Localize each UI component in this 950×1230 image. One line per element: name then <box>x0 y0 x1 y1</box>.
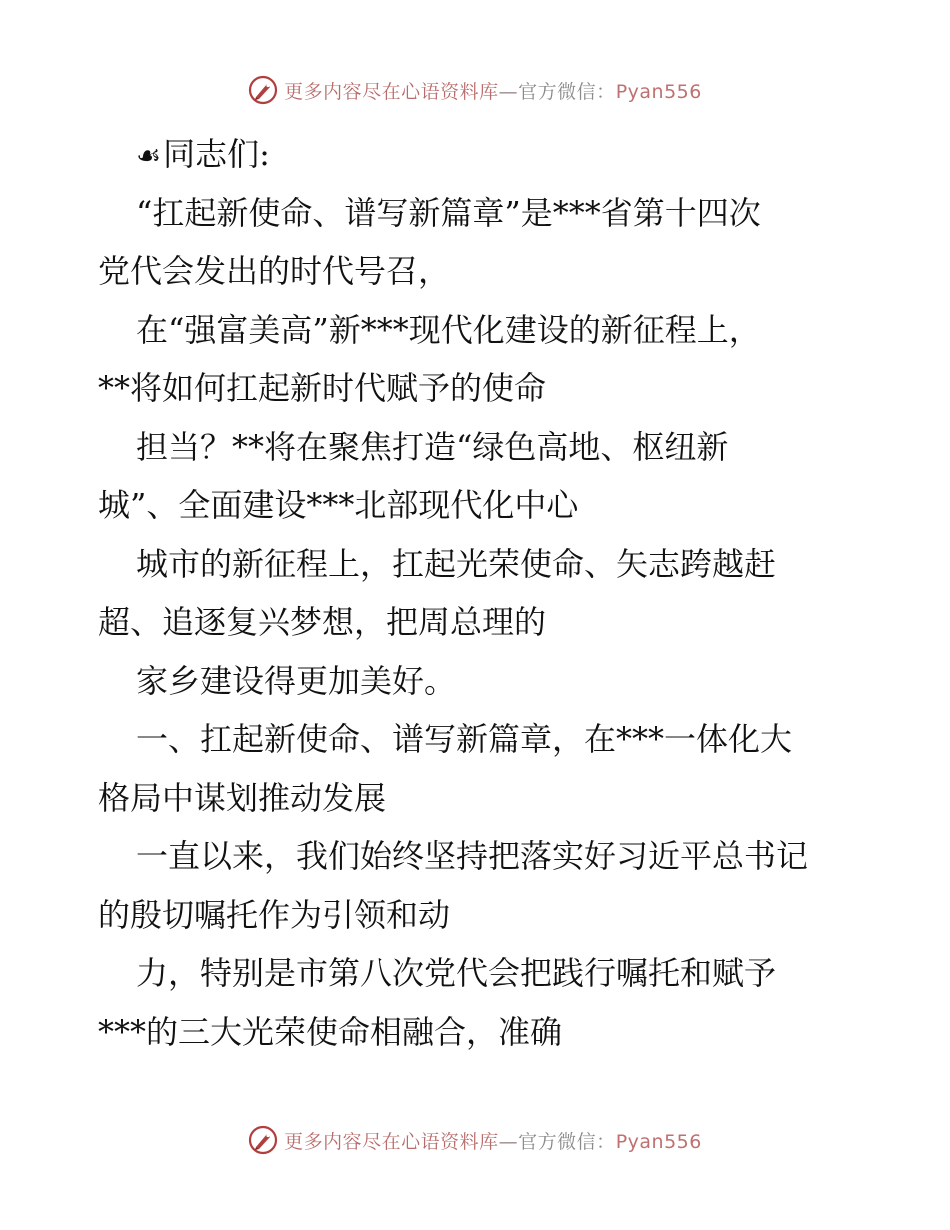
paragraph-line: 一直以来，我们始终坚持把落实好习近平总书记 <box>136 837 809 875</box>
paragraph-line: 党代会发出的时代号召， <box>98 252 451 290</box>
watermark-separator: — <box>498 80 519 103</box>
watermark-main-text: 更多内容尽在心语资料库 <box>284 1130 499 1153</box>
pen-nib-logo-icon <box>248 1125 278 1155</box>
paragraph-line: 担当？**将在聚焦打造“绿色高地、枢纽新 <box>136 427 729 466</box>
watermark-main-text: 更多内容尽在心语资料库 <box>284 80 499 103</box>
footer-watermark-banner <box>0 1120 950 1160</box>
watermark-separator: — <box>498 1130 519 1153</box>
watermark-text <box>284 77 702 104</box>
document-body <box>98 125 858 1061</box>
flourish-ornament-icon: ☙ <box>136 139 162 172</box>
document-lines <box>98 184 858 1062</box>
paragraph-line: 城市的新征程上，扛起光荣使命、矢志跨越赶 <box>136 544 777 583</box>
paragraph-line: 的殷切嘱托作为引领和动 <box>98 895 451 934</box>
watermark-official-label: 官方微信： <box>518 80 616 103</box>
paragraph-line: 城”、全面建设***北部现代化中心 <box>98 486 579 524</box>
watermark-account-id: Pyan556 <box>615 80 702 103</box>
paragraph-line: “扛起新使命、谱写新篇章”是***省第十四次 <box>136 193 761 232</box>
watermark-text <box>284 1127 702 1154</box>
watermark-official-label: 官方微信： <box>518 1130 616 1153</box>
salutation-line <box>98 125 858 184</box>
paragraph-line: 在“强富美高”新***现代化建设的新征程上， <box>136 310 761 349</box>
paragraph-line: **将如何扛起新时代赋予的使命 <box>98 369 547 407</box>
salutation-text: 同志们: <box>163 135 270 173</box>
paragraph-line: 格局中谋划推动发展 <box>98 778 387 817</box>
paragraph-line: 一、扛起新使命、谱写新篇章，在***一体化大 <box>136 720 793 758</box>
paragraph-line: ***的三大光荣使命相融合，准确 <box>98 1012 563 1051</box>
paragraph-line: 超、追逐复兴梦想，把周总理的 <box>98 603 547 641</box>
paragraph-line: 力，特别是市第八次党代会把践行嘱托和赋予 <box>136 954 777 992</box>
paragraph-line: 家乡建设得更加美好。 <box>136 661 457 700</box>
watermark-account-id: Pyan556 <box>615 1130 702 1153</box>
header-watermark-banner <box>0 70 950 110</box>
pen-nib-logo-icon <box>248 75 278 105</box>
